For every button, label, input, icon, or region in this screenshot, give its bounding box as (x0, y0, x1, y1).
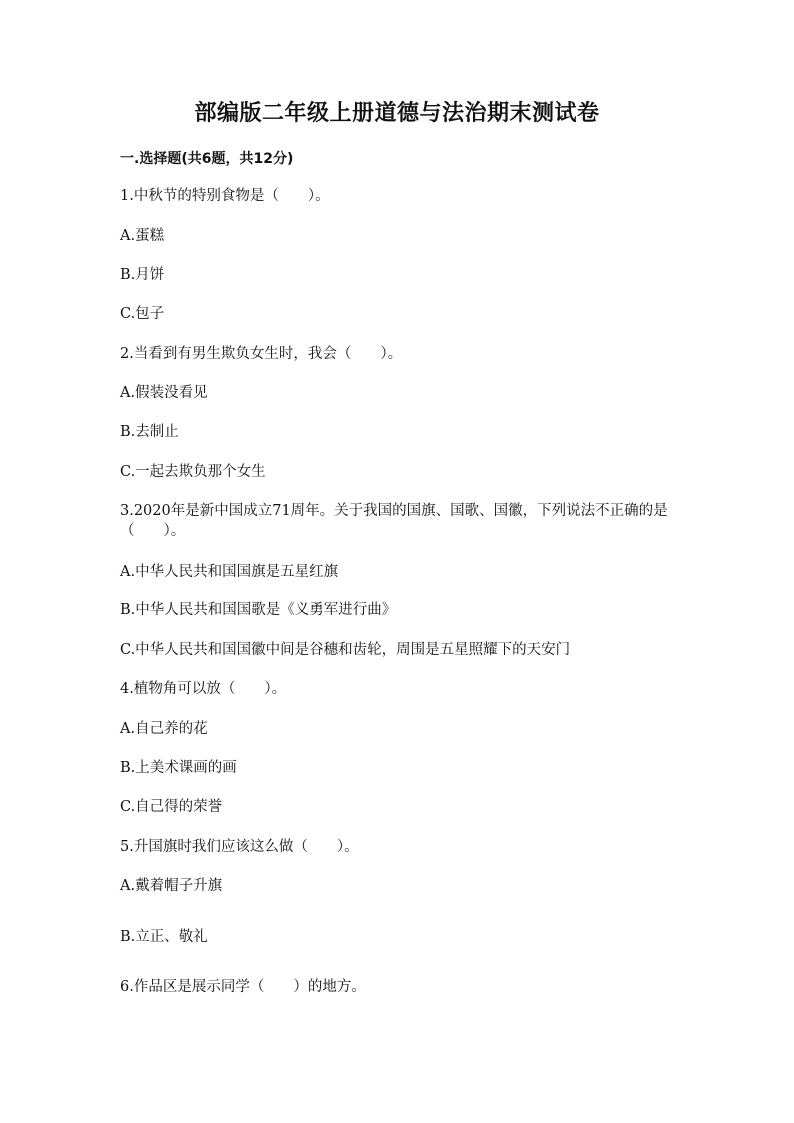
q2-option-c: C.一起去欺负那个女生 (120, 464, 266, 480)
q4-option-b: B.上美术课画的画 (120, 760, 237, 776)
q2-option-a: A.假装没看见 (120, 385, 208, 401)
question-5: 5.升国旗时我们应该这么做（ ）。 (120, 839, 359, 855)
question-4: 4.植物角可以放（ ）。 (120, 681, 287, 697)
question-1: 1.中秋节的特别食物是（ ）。 (120, 188, 330, 204)
q1-option-a: A.蛋糕 (120, 228, 165, 244)
q3-option-c: C.中华人民共和国国徽中间是谷穗和齿轮，周围是五星照耀下的天安门 (120, 642, 571, 658)
q4-option-a: A.自己养的花 (120, 721, 208, 737)
q5-option-b: B.立正、敬礼 (120, 929, 208, 945)
q1-option-b: B.月饼 (120, 267, 165, 283)
section-heading: 一.选择题(共6题，共12分) (120, 151, 294, 167)
q3-option-a: A.中华人民共和国国旗是五星红旗 (120, 564, 339, 580)
q3-option-b: B.中华人民共和国国歌是《义勇军进行曲》 (120, 602, 397, 618)
question-2: 2.当看到有男生欺负女生时，我会（ ）。 (120, 346, 403, 362)
q2-option-b: B.去制止 (120, 424, 179, 440)
page-title: 部编版二年级上册道德与法治期末测试卷 (194, 101, 600, 126)
q4-option-c: C.自己得的荣誉 (120, 799, 223, 815)
question-3: 3.2020年是新中国成立71周年。关于我国的国旗、国歌、国徽，下列说法不正确的是（ ）。 (120, 503, 668, 539)
question-6: 6.作品区是展示同学（ ）的地方。 (120, 979, 366, 995)
q5-option-a: A.戴着帽子升旗 (120, 878, 223, 894)
q1-option-c: C.包子 (120, 306, 165, 322)
